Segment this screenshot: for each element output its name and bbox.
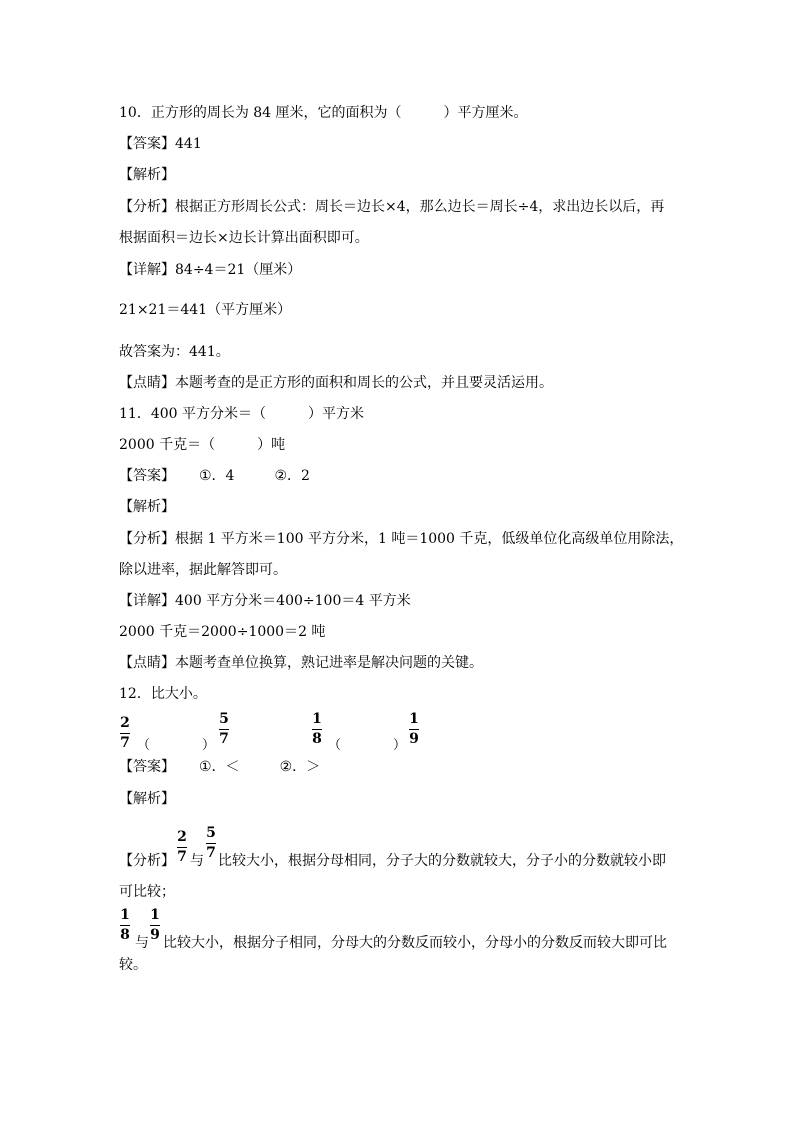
q12-fenxi-fraction-1-9: 1 9 xyxy=(150,907,160,943)
q11-question-line1: 11．400 平方分米＝（ ）平方米 xyxy=(119,406,364,422)
q11-xiangjie-line2: 2000 千克＝2000÷1000＝2 吨 xyxy=(119,624,326,640)
q12-answer-label: 【答案】 xyxy=(119,759,175,775)
q10-fenxi-line2: 根据面积＝边长×边长计算出面积即可。 xyxy=(119,230,369,246)
q12-fenxi-fraction-1-8: 1 8 xyxy=(120,907,130,943)
q11-answer xyxy=(119,467,310,485)
q11-xiangjie-line1: 【详解】400 平方分米＝400÷100＝4 平方米 xyxy=(119,593,411,609)
q12-fraction-1-8: 1 8 xyxy=(312,711,322,747)
q11-answer-1: ①．4 xyxy=(199,468,235,484)
q11-dianjing: 【点睛】本题考查单位换算，熟记进率是解决问题的关键。 xyxy=(119,655,483,671)
q12-fraction-2-7: 2 7 xyxy=(120,715,130,751)
q10-jiexi: 【解析】 xyxy=(119,167,175,183)
q12-fenxi-line4: 较。 xyxy=(119,957,147,973)
q11-answer-label: 【答案】 xyxy=(119,468,175,484)
q10-xiangjie-line2: 21×21＝441（平方厘米） xyxy=(119,302,292,318)
q12-fenxi-line2: 可比较； xyxy=(119,884,175,900)
q12-fenxi-line1: 比较大小，根据分母相同，分子大的分数就较大，分子小的分数就较小即 xyxy=(218,853,666,869)
q11-jiexi: 【解析】 xyxy=(119,499,175,515)
q10-question: 10．正方形的周长为 84 厘米，它的面积为（ ）平方厘米。 xyxy=(119,105,528,121)
q11-fenxi-line1: 【分析】根据 1 平方米＝100 平方分米，1 吨＝1000 千克，低级单位化高级单位用除法， xyxy=(119,531,684,547)
q10-answer: 【答案】441 xyxy=(119,136,202,152)
q12-fenxi-fraction-5-7: 5 7 xyxy=(206,825,216,861)
q10-conclusion: 故答案为：441。 xyxy=(119,344,230,360)
q11-fenxi-line2: 除以进率，据此解答即可。 xyxy=(119,562,287,578)
q12-answer-1: ①．＜ xyxy=(199,759,240,775)
q10-xiangjie-line1: 【详解】84÷4＝21（厘米） xyxy=(119,262,302,278)
q12-blank-1: （ ） xyxy=(137,738,216,753)
q10-dianjing: 【点睛】本题考查的是正方形的面积和周长的公式，并且要灵活运用。 xyxy=(119,375,553,391)
q12-fraction-1-9: 1 9 xyxy=(409,711,419,747)
q12-fenxi-label: 【分析】 xyxy=(119,853,175,869)
q12-fenxi-line3: 比较大小，根据分子相同，分母大的分数反而较小，分母小的分数反而较大即可比 xyxy=(163,935,667,951)
q12-question: 12．比大小。 xyxy=(119,686,207,702)
q12-fenxi-yu-1: 与 xyxy=(190,853,204,869)
q12-blank-2: （ ） xyxy=(328,738,407,753)
q12-jiexi: 【解析】 xyxy=(119,791,175,807)
q12-answer-2: ②．＞ xyxy=(279,759,321,775)
q10-fenxi-line1: 【分析】根据正方形周长公式：周长＝边长×4，那么边长＝周长÷4，求出边长以后，再 xyxy=(119,199,665,215)
q12-fenxi-yu-2: 与 xyxy=(135,935,149,951)
q11-question-line2: 2000 千克＝（ ）吨 xyxy=(119,437,286,453)
q12-fraction-5-7: 5 7 xyxy=(219,711,229,747)
q12-fenxi-fraction-2-7: 2 7 xyxy=(177,829,187,865)
q11-answer-2: ②．2 xyxy=(274,468,310,484)
q12-answer xyxy=(119,758,320,776)
